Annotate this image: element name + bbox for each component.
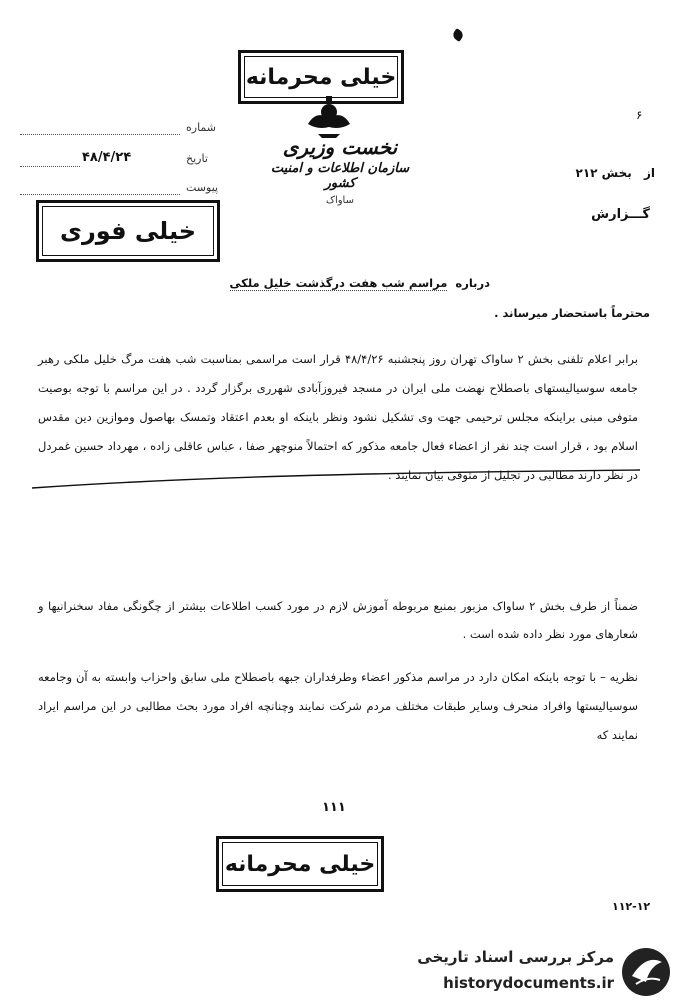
date-label: تاریخ: [186, 152, 208, 165]
brand-logo-icon: [620, 946, 672, 998]
body-paragraph-3: نظریه – با توجه باینکه امکان دارد در مراسم مذکور اعضاء وطرفداران جبهه باصطلاح ملی سابق واحزاب وابسته به آن وجامعه سوسیالیستها وافراد منحرف وسایر طبقات مختلف مردم شرکت نمایند وچنانچه افراد مورد بحث مطالبی در این مراسم ایراد نمایند که: [38, 670, 638, 742]
attachment-line: [20, 194, 180, 195]
letterhead: [255, 135, 425, 206]
from-value: بخش ۲۱۲: [575, 166, 632, 180]
page-code: ۱۱۲-۱۲: [612, 900, 651, 913]
top-secret-stamp-bottom-text: خیلی محرمانه: [224, 851, 376, 877]
report-label: گـــزارش: [591, 207, 650, 222]
corner-mark: ۶: [636, 108, 643, 122]
letterhead-agency: سازمان اطلاعات و امنیت کشور: [270, 161, 410, 191]
body-paragraph-1: برابر اعلام تلفنی بخش ۲ ساواک تهران روز پنجشنبه ۴۸/۴/۲۶ قرار است مراسمی بمناسبت شب هفت مرگ خلیل ملکی رهبر جامعه سوسیالیستهای باصطلاح نهضت ملی ایران در مسجد فیروزآبادی شهرری برگزار گردد . در این مراسم با توجه بوصیت متوفی مبنی براینکه مجلس ترحیمی جهت وی تشکیل نشود ونظر باینکه او بعدم اعتقاد وتمسک بهاصول وموازین دین مقدس اسلام بود ، قرار است چند نفر از اعضاء فعال جامعه مذکور که احتمالاً منوچهر صفا ، عباس عاقلی زاده ، مهرداد حسین غمردل در نظر دارند مطالبی در تجلیل از متوفی بیان نمایند .: [38, 352, 638, 482]
brand-url[interactable]: historydocuments.ir: [443, 974, 614, 992]
ink-mark: [451, 28, 465, 42]
emblem-icon: [296, 94, 362, 138]
brand-name: مرکز بررسی اسناد تاریخی: [417, 948, 614, 966]
top-secret-stamp-bottom: [216, 836, 384, 892]
very-urgent-stamp: [36, 200, 220, 262]
number-line: [20, 134, 180, 135]
subject-line: [200, 276, 490, 290]
top-secret-stamp-text: خیلی محرمانه: [245, 64, 397, 90]
date-line: [20, 166, 80, 167]
from-field: [545, 166, 655, 180]
letterhead-ministry: نخست وزیری: [282, 135, 398, 159]
closing-mark: ۱۱۱: [322, 800, 346, 815]
handwritten-underline: [30, 466, 650, 492]
salutation: محترماً باستحضار میرساند .: [494, 306, 650, 320]
date-value: ۴۸/۴/۲۴: [82, 150, 132, 165]
very-urgent-stamp-text: خیلی فوری: [59, 217, 197, 245]
attachment-label: پیوست: [186, 181, 219, 194]
letterhead-abbr: ساواک: [326, 195, 354, 206]
number-label: شماره: [186, 121, 217, 134]
subject-label: درباره: [455, 276, 490, 290]
body-paragraph-2: ضمناً از طرف بخش ۲ ساواک مزبور بمنبع مربوطه آموزش لازم در مورد کسب اطلاعات بیشتر از چگونگی مفاد سخنرانیها و شعارهای مورد نظر داده شده است .: [38, 599, 638, 641]
subject-text: مراسم شب هفت درگذشت خلیل ملکی: [229, 276, 448, 290]
from-label: از: [643, 166, 655, 180]
brand-watermark[interactable]: [386, 944, 676, 1000]
